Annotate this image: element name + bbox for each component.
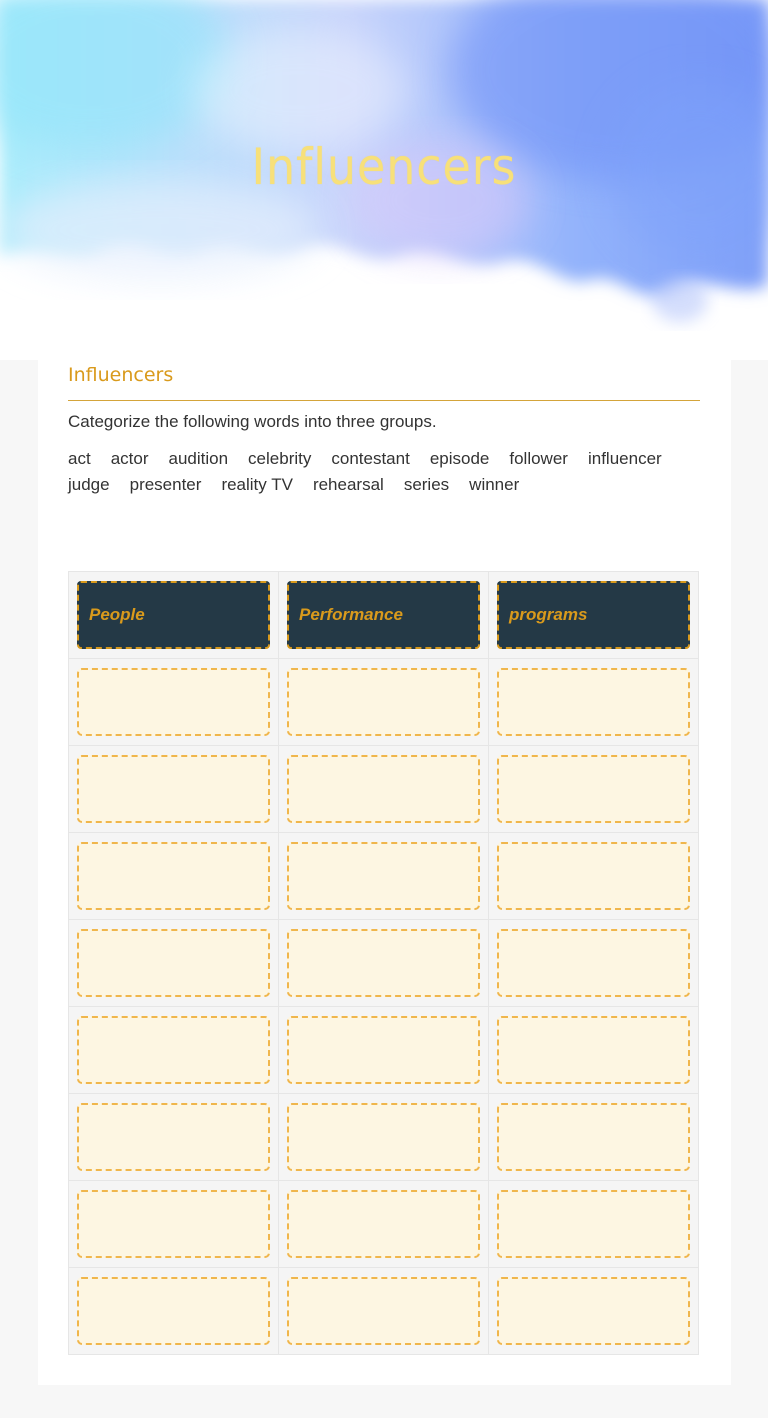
word-chip[interactable]: contestant <box>331 449 410 468</box>
answer-row <box>69 1181 699 1268</box>
category-header-performance: Performance <box>287 581 480 649</box>
answer-drop-zone[interactable] <box>77 1277 270 1345</box>
word-chip[interactable]: reality TV <box>221 475 293 494</box>
word-chip[interactable]: winner <box>469 475 520 494</box>
answer-drop-zone[interactable] <box>77 1103 270 1171</box>
word-chip[interactable]: series <box>403 475 450 494</box>
category-header-programs: programs <box>497 581 690 649</box>
worksheet-card <box>38 360 731 1385</box>
categorize-table <box>68 571 699 1355</box>
word-chip[interactable]: follower <box>509 449 568 468</box>
category-header-row <box>69 572 699 659</box>
answer-drop-zone[interactable] <box>287 929 480 997</box>
answer-drop-zone[interactable] <box>287 1016 480 1084</box>
word-chip[interactable]: actor <box>110 449 149 468</box>
answer-drop-zone[interactable] <box>287 1190 480 1258</box>
answer-row <box>69 659 699 746</box>
answer-drop-zone[interactable] <box>77 1190 270 1258</box>
answer-drop-zone[interactable] <box>77 842 270 910</box>
answer-drop-zone[interactable] <box>497 1103 690 1171</box>
word-chip[interactable]: act <box>68 449 91 468</box>
answer-row <box>69 1007 699 1094</box>
answer-row <box>69 920 699 1007</box>
answer-drop-zone[interactable] <box>77 1016 270 1084</box>
answer-row <box>69 833 699 920</box>
category-header-people: People <box>77 581 270 649</box>
answer-drop-zone[interactable] <box>287 668 480 736</box>
answer-drop-zone[interactable] <box>497 1190 690 1258</box>
answer-drop-zone[interactable] <box>497 668 690 736</box>
word-chip[interactable]: celebrity <box>248 449 312 468</box>
answer-drop-zone[interactable] <box>287 1277 480 1345</box>
hero-banner <box>0 0 768 360</box>
answer-row <box>69 1268 699 1355</box>
title-divider <box>68 400 700 401</box>
answer-drop-zone[interactable] <box>77 668 270 736</box>
word-chip[interactable]: influencer <box>587 449 662 468</box>
answer-drop-zone[interactable] <box>287 755 480 823</box>
word-chip[interactable]: audition <box>168 449 229 468</box>
word-chip[interactable]: rehearsal <box>312 475 384 494</box>
answer-row <box>69 746 699 833</box>
answer-drop-zone[interactable] <box>497 755 690 823</box>
word-chip[interactable]: episode <box>429 449 490 468</box>
answer-drop-zone[interactable] <box>497 1016 690 1084</box>
answer-row <box>69 1094 699 1181</box>
answer-drop-zone[interactable] <box>287 1103 480 1171</box>
word-chip[interactable]: judge <box>68 475 110 494</box>
word-chip[interactable]: presenter <box>129 475 202 494</box>
answer-drop-zone[interactable] <box>77 929 270 997</box>
answer-drop-zone[interactable] <box>287 842 480 910</box>
answer-drop-zone[interactable] <box>497 929 690 997</box>
answer-drop-zone[interactable] <box>497 842 690 910</box>
hero-title: Influencers <box>251 138 517 196</box>
answer-drop-zone[interactable] <box>77 755 270 823</box>
answer-drop-zone[interactable] <box>497 1277 690 1345</box>
word-bank <box>68 446 708 498</box>
instructions-text: Categorize the following words into three groups. <box>68 412 437 431</box>
worksheet-title: Influencers <box>68 364 174 386</box>
